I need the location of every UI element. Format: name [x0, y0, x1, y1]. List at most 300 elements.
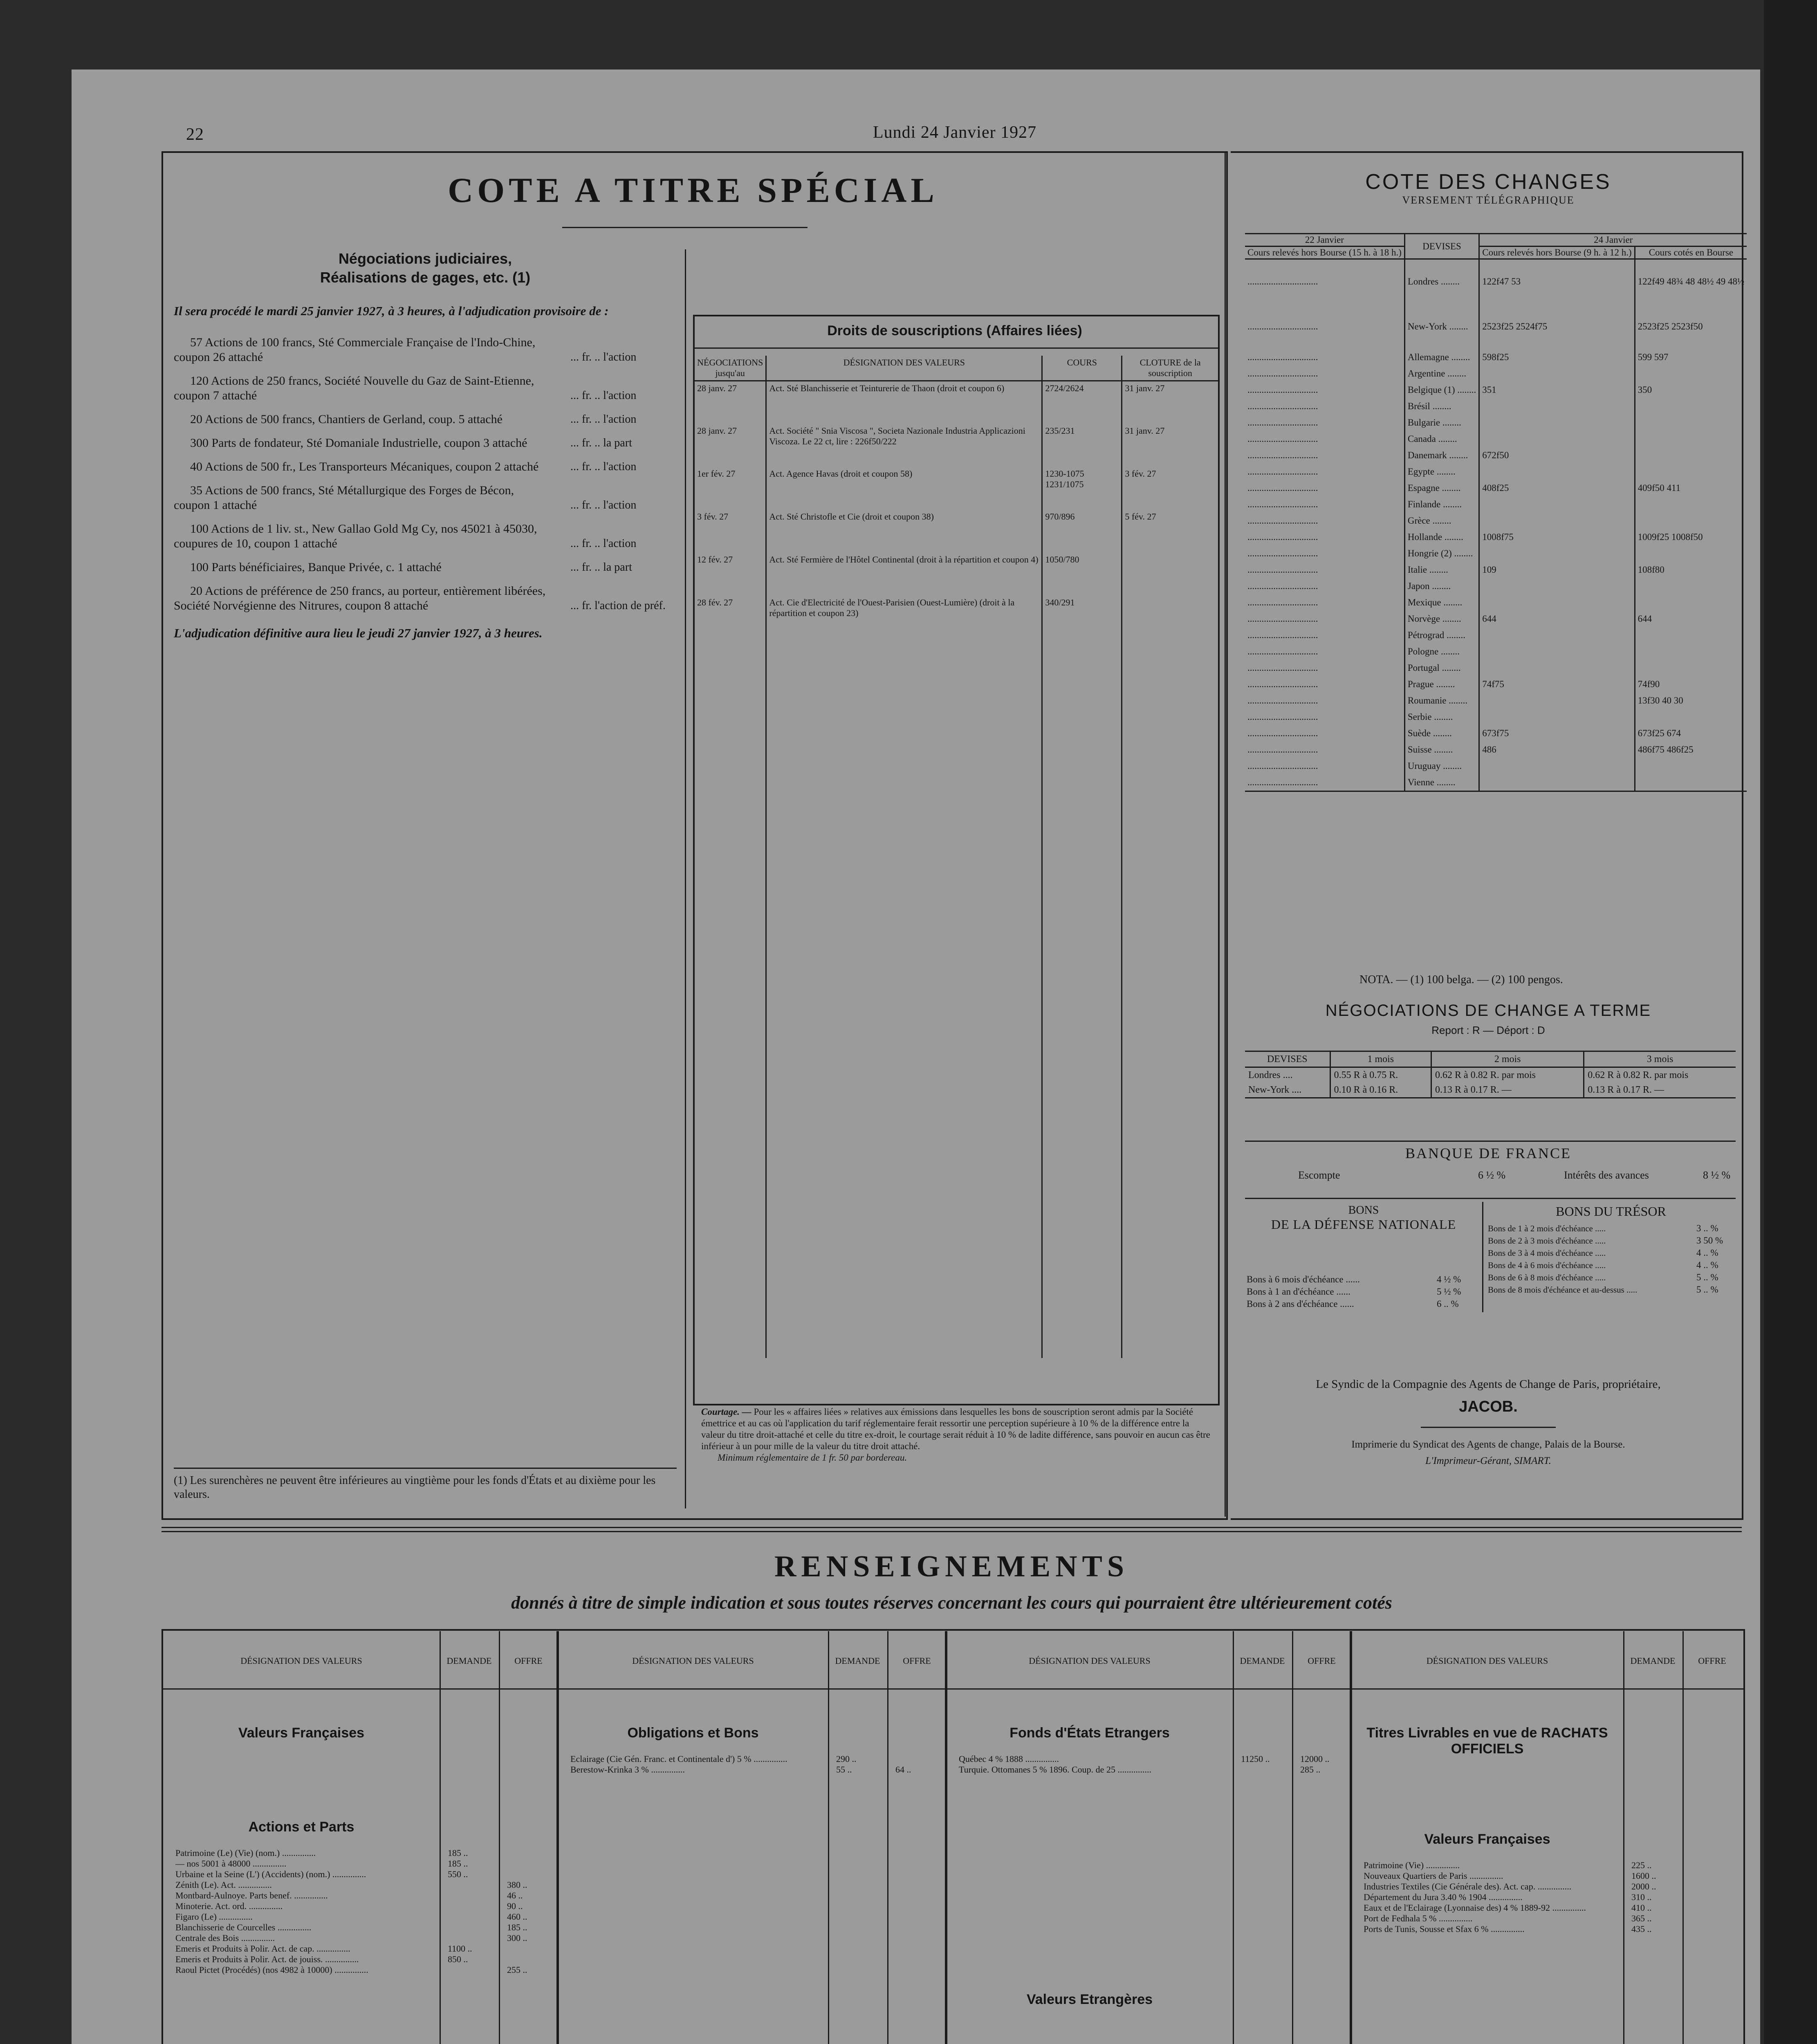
changes-devise: Allemagne ........	[1404, 349, 1479, 365]
bons-label: Bons à 6 mois d'échéance ......	[1247, 1274, 1360, 1284]
footnote-surencheres: (1) Les surenchères ne peuvent être inférieures au vingtième pour les fonds d'États et au dixième pour les valeurs.	[174, 1474, 656, 1501]
changes-devise: Japon ........	[1404, 578, 1479, 594]
droits-date: 28 janv. 27	[697, 425, 737, 436]
value-offre: 12000 ..	[1300, 1754, 1330, 1764]
changes-bourse-24	[1635, 709, 1747, 725]
bons-rate: 6 .. %	[1436, 1299, 1459, 1309]
bons-tresor-row	[1486, 1247, 1736, 1259]
value-demande: 850 ..	[448, 1954, 468, 1964]
changes-bourse-24: 673f25 674	[1635, 725, 1747, 742]
col-devises: DEVISES	[1404, 234, 1479, 259]
changes-row	[1245, 742, 1747, 758]
cote-changes-title: COTE DES CHANGES	[1365, 170, 1611, 194]
changes-hors-bourse-22: ..............................	[1247, 276, 1318, 287]
changes-hors-bourse-22: ..............................	[1247, 384, 1318, 395]
negociations-column	[174, 249, 677, 641]
changes-hors-bourse-22: ..............................	[1247, 777, 1318, 787]
changes-devise: Finlande ........	[1404, 496, 1479, 513]
imprimerie-line: Imprimerie du Syndicat des Agents de change, Palais de la Bourse.	[1351, 1439, 1625, 1450]
changes-row	[1245, 349, 1747, 365]
changes-bourse-24	[1635, 627, 1747, 643]
bons-tresor-row	[1486, 1271, 1736, 1284]
droits-cloture: 5 fév. 27	[1122, 510, 1218, 553]
lot-text: 20 Actions de 500 francs, Chantiers de Gerland, coup. 5 attaché	[190, 412, 502, 426]
lot-unit: ... fr. .. la part	[570, 561, 632, 574]
changes-row	[1245, 545, 1747, 562]
terme-header: DEVISES	[1245, 1051, 1330, 1067]
terme-1-mois: 0.55 R à 0.75 R.	[1330, 1067, 1431, 1083]
lot-item	[174, 560, 677, 575]
cote-changes-header	[1241, 170, 1736, 206]
lot-text: 20 Actions de préférence de 250 francs, au porteur, entièrement libérées, Société Norvégienne des Nitrures, coupon 8 attaché	[174, 584, 546, 612]
courtage-text: Pour les « affaires liées » relatives aux émissions dans lesquelles les bons de souscription seront admis par la Société émettrice et au cas où l'application du tarif réglementaire ferait ressortir une perception supérieure à 10 % de la différence entre la valeur du titre droit-attaché et celle du titre ex-droit, le courtage serait réduit à 10 % de ladite différence, sans pouvoir en aucun cas être inférieur à un pour mille de la valeur du titre droit attaché.	[701, 1407, 1210, 1451]
changes-bourse-24	[1635, 398, 1747, 415]
bons-rate: 4 .. %	[1696, 1260, 1718, 1270]
changes-hors-bourse-24: 74f75	[1479, 676, 1635, 693]
lots-list	[174, 335, 677, 613]
changes-devise: Uruguay ........	[1404, 758, 1479, 774]
value-name: Nouveaux Quartiers de Paris ...............	[1364, 1871, 1503, 1881]
droits-cloture: 31 janv. 27	[1122, 424, 1218, 467]
changes-bourse-24	[1635, 464, 1747, 480]
droits-designation: Act. Sté Fermière de l'Hôtel Continental (droit à la répartition et coupon 4)	[766, 553, 1042, 596]
col-header-offre: OFFRE	[903, 1656, 931, 1666]
changes-devise: New-York ........	[1404, 304, 1479, 349]
droits-empty-cell	[766, 639, 1042, 1358]
value-offre: 185 ..	[507, 1922, 527, 1932]
changes-devise: Portugal ........	[1404, 660, 1479, 676]
changes-hors-bourse-22: ..............................	[1247, 368, 1318, 379]
changes-bourse-24: 599 597	[1635, 349, 1747, 365]
changes-row	[1245, 643, 1747, 660]
changes-hors-bourse-24	[1479, 496, 1635, 513]
droits-cours: 340/291	[1042, 596, 1122, 639]
changes-hors-bourse-22: ..............................	[1247, 630, 1318, 640]
droits-filler	[695, 639, 1218, 1358]
bons-tresor-title: BONS DU TRÉSOR	[1556, 1204, 1666, 1219]
lot-text: 100 Parts bénéficiaires, Banque Privée, c. 1 attaché	[190, 560, 442, 574]
cote-titre-special-title: COTE A TITRE SPÉCIAL	[448, 170, 938, 210]
escompte-value: 6 ½ %	[1478, 1169, 1506, 1181]
changes-hors-bourse-22: ..............................	[1247, 499, 1318, 509]
droits-date: 28 fév. 27	[697, 597, 733, 607]
lot-item	[174, 483, 677, 513]
changes-bourse-24	[1635, 415, 1747, 431]
changes-hors-bourse-24: 109	[1479, 562, 1635, 578]
col-cours-hors-bourse-2: Cours relevés hors Bourse (9 h. à 12 h.)	[1479, 247, 1635, 259]
changes-devise: Espagne ........	[1404, 480, 1479, 496]
bons-label: Bons à 1 an d'échéance ......	[1247, 1286, 1350, 1297]
bons-label: Bons de 6 à 8 mois d'échéance .....	[1488, 1273, 1606, 1282]
changes-devise: Suisse ........	[1404, 742, 1479, 758]
changes-hors-bourse-22: ..............................	[1247, 548, 1318, 558]
changes-hors-bourse-22: ..............................	[1247, 466, 1318, 477]
changes-hors-bourse-22: ..............................	[1247, 744, 1318, 755]
value-name: Minoterie. Act. ord. ...............	[175, 1901, 283, 1911]
col-header-demande: DEMANDE	[1630, 1656, 1676, 1666]
changes-bourse-24: 122f49 48¾ 48 48½ 49 48½	[1635, 259, 1747, 304]
bons-defense-row	[1245, 1298, 1480, 1310]
changes-hors-bourse-22: ..............................	[1247, 417, 1318, 428]
interets-avances-value: 8 ½ %	[1703, 1169, 1731, 1181]
section-title: Actions et Parts	[248, 1819, 354, 1835]
droits-cours: 235/231	[1042, 424, 1122, 467]
rule	[1421, 1427, 1556, 1428]
bons-tresor-row	[1486, 1259, 1736, 1271]
changes-bourse-24	[1635, 594, 1747, 611]
changes-bourse-24	[1635, 578, 1747, 594]
changes-hors-bourse-24: 2523f25 2524f75	[1479, 304, 1635, 349]
droits-row	[695, 596, 1218, 639]
section-rule	[162, 1527, 1742, 1528]
changes-hors-bourse-24: 672f50	[1479, 447, 1635, 464]
terme-row	[1245, 1083, 1736, 1098]
changes-hors-bourse-24	[1479, 578, 1635, 594]
changes-devise: Pétrograd ........	[1404, 627, 1479, 643]
changes-row	[1245, 774, 1747, 791]
renseignements-subtitle: donnés à titre de simple indication et sous toutes réserves concernant les cours qui pourraient être ultérieurement cotés	[511, 1593, 1392, 1613]
renseignements-subcolumn-rule	[828, 1631, 829, 2044]
bons-defense-table	[1245, 1273, 1480, 1310]
value-offre: 255 ..	[507, 1965, 527, 1975]
changes-hors-bourse-24: 351	[1479, 382, 1635, 398]
terme-table	[1245, 1051, 1736, 1098]
terme-1-mois: 0.10 R à 0.16 R.	[1330, 1083, 1431, 1098]
renseignements-subcolumn-rule	[1623, 1631, 1624, 2044]
lot-unit: ... fr. .. l'action	[570, 413, 637, 426]
changes-row	[1245, 447, 1747, 464]
value-offre: 380 ..	[507, 1880, 527, 1890]
changes-row	[1245, 259, 1747, 304]
terme-3-mois: 0.62 R à 0.82 R. par mois	[1584, 1067, 1736, 1083]
changes-row	[1245, 304, 1747, 349]
changes-row	[1245, 365, 1747, 382]
terme-3-mois: 0.13 R à 0.17 R. —	[1584, 1083, 1736, 1098]
bons-tresor-row	[1486, 1284, 1736, 1296]
col-header-offre: OFFRE	[1308, 1656, 1336, 1666]
section-title: Fonds d'États Etrangers	[1009, 1725, 1170, 1741]
col-negociations: NÉGOCIATIONS jusqu'au	[695, 356, 766, 381]
page-number: 22	[186, 125, 204, 144]
terme-title: NÉGOCIATIONS DE CHANGE A TERME	[1325, 1002, 1651, 1020]
lot-text: 300 Parts de fondateur, Sté Domaniale Industrielle, coupon 3 attaché	[190, 436, 527, 450]
lot-item	[174, 412, 677, 427]
value-demande: 1100 ..	[448, 1943, 472, 1954]
droits-date: 12 fév. 27	[697, 554, 733, 565]
bons-rate: 5 .. %	[1696, 1284, 1718, 1295]
bons-label: Bons de 3 à 4 mois d'échéance .....	[1488, 1248, 1606, 1258]
changes-bourse-24: 644	[1635, 611, 1747, 627]
droits-cours: 2724/2624	[1042, 381, 1122, 424]
changes-hors-bourse-24	[1479, 464, 1635, 480]
changes-hors-bourse-22: ..............................	[1247, 401, 1318, 411]
value-offre: 64 ..	[895, 1764, 911, 1775]
value-name: Figaro (Le) ...............	[175, 1912, 253, 1922]
value-offre: 90 ..	[507, 1901, 523, 1911]
renseignements-column-rule	[945, 1631, 947, 2044]
changes-hors-bourse-24	[1479, 693, 1635, 709]
value-name: Patrimoine (Le) (Vie) (nom.) ...............	[175, 1848, 316, 1858]
lot-text: 35 Actions de 500 francs, Sté Métallurgique des Forges de Bécon, coupon 1 attaché	[174, 484, 514, 512]
terme-header: 2 mois	[1431, 1051, 1584, 1067]
lot-unit: ... fr. .. l'action	[570, 537, 637, 550]
value-demande: 11250 ..	[1241, 1754, 1270, 1764]
renseignements-subcolumn-rule	[887, 1631, 888, 2044]
col-designation: DÉSIGNATION DES VALEURS	[766, 356, 1042, 381]
changes-hors-bourse-22: ..............................	[1247, 662, 1318, 673]
changes-hors-bourse-22: ..............................	[1247, 646, 1318, 657]
changes-devise: Hollande ........	[1404, 529, 1479, 545]
section-title: Titres Livrables en vue de RACHATS OFFICIELS	[1366, 1725, 1608, 1757]
date-24-janvier: 24 Janvier	[1479, 234, 1747, 247]
value-name: Turquie. Ottomanes 5 % 1896. Coup. de 25 ...............	[959, 1764, 1151, 1775]
renseignements-subcolumn-rule	[1292, 1631, 1293, 2044]
value-name: Emeris et Produits à Polir. Act. de jouiss. ...............	[175, 1954, 359, 1964]
value-demande: 365 ..	[1631, 1913, 1652, 1923]
changes-hors-bourse-24	[1479, 365, 1635, 382]
changes-bourse-24	[1635, 545, 1747, 562]
renseignements-subcolumn-rule	[440, 1631, 441, 2044]
value-name: Montbard-Aulnoye. Parts benef. ...............	[175, 1890, 328, 1901]
changes-row	[1245, 594, 1747, 611]
date-22-janvier: 22 Janvier	[1245, 234, 1404, 247]
col-header-designation: DÉSIGNATION DES VALEURS	[1426, 1656, 1548, 1666]
lot-unit: ... fr. .. l'action	[570, 460, 637, 473]
changes-devise: Italie ........	[1404, 562, 1479, 578]
changes-table	[1245, 233, 1747, 792]
renseignements-title: RENSEIGNEMENTS	[774, 1550, 1129, 1583]
value-name: Industries Textiles (Cie Générale des). Act. cap. ...............	[1364, 1881, 1572, 1892]
changes-nota: NOTA. — (1) 100 belga. — (2) 100 pengos.	[1359, 973, 1563, 986]
page-date: Lundi 24 Janvier 1927	[873, 123, 1037, 142]
changes-hors-bourse-22: ..............................	[1247, 433, 1318, 444]
changes-row	[1245, 513, 1747, 529]
changes-hors-bourse-24: 486	[1479, 742, 1635, 758]
changes-row	[1245, 693, 1747, 709]
rule	[1245, 1198, 1736, 1199]
bons-label: Bons de 4 à 6 mois d'échéance .....	[1488, 1260, 1606, 1270]
terme-devise: New-York ....	[1248, 1085, 1302, 1095]
changes-devise: Roumanie ........	[1404, 693, 1479, 709]
col-cours: COURS	[1042, 356, 1122, 381]
changes-hors-bourse-24	[1479, 660, 1635, 676]
bons-tresor-table	[1486, 1222, 1736, 1296]
changes-hors-bourse-22: ..............................	[1247, 597, 1318, 607]
value-demande: 1600 ..	[1631, 1871, 1656, 1881]
bons-defense-title	[1245, 1204, 1482, 1232]
bons-defense-row	[1245, 1273, 1480, 1286]
bons-label: Bons à 2 ans d'échéance ......	[1247, 1299, 1354, 1309]
changes-row	[1245, 464, 1747, 480]
droits-cours: 970/896	[1042, 510, 1122, 553]
droits-row	[695, 553, 1218, 596]
changes-bourse-24: 13f30 40 30	[1635, 693, 1747, 709]
value-offre: 46 ..	[507, 1890, 523, 1901]
droits-empty-cell	[1122, 639, 1218, 1358]
col-header-designation: DÉSIGNATION DES VALEURS	[632, 1656, 754, 1666]
adjudication-definitive: L'adjudication définitive aura lieu le jeudi 27 janvier 1927, à 3 heures.	[174, 626, 543, 640]
droits-designation: Act. Cie d'Electricité de l'Ouest-Parisien (Ouest-Lumière) (droit à la répartition et coupon 23)	[766, 596, 1042, 639]
col-header-demande: DEMANDE	[835, 1656, 880, 1666]
courtage-label: Courtage. —	[701, 1407, 751, 1417]
renseignements-subcolumn-rule	[1233, 1631, 1234, 2044]
syndic-line: Le Syndic de la Compagnie des Agents de Change de Paris, propriétaire,	[1316, 1378, 1661, 1391]
versement-telegraphique: VERSEMENT TÉLÉGRAPHIQUE	[1402, 194, 1575, 206]
value-offre: 300 ..	[507, 1933, 527, 1943]
changes-row	[1245, 676, 1747, 693]
renseignements-column-rule	[556, 1631, 559, 2044]
changes-devise: Mexique ........	[1404, 594, 1479, 611]
droits-row	[695, 424, 1218, 467]
changes-devise: Pologne ........	[1404, 643, 1479, 660]
droits-cloture: 3 fév. 27	[1122, 467, 1218, 510]
changes-hors-bourse-24	[1479, 431, 1635, 447]
value-offre: 460 ..	[507, 1912, 527, 1922]
value-name: Port de Fedhala 5 % ...............	[1364, 1913, 1473, 1923]
changes-devise: Brésil ........	[1404, 398, 1479, 415]
changes-bourse-24	[1635, 431, 1747, 447]
value-demande: 225 ..	[1631, 1860, 1652, 1870]
value-name: Raoul Pictet (Procédés) (nos 4982 à 10000) ...............	[175, 1965, 368, 1975]
value-name: Blanchisserie de Courcelles ...............	[175, 1922, 312, 1932]
changes-row	[1245, 496, 1747, 513]
value-name: Ports de Tunis, Sousse et Sfax 6 % ...............	[1364, 1924, 1525, 1934]
changes-hors-bourse-22: ..............................	[1247, 728, 1318, 738]
changes-devise: Prague ........	[1404, 676, 1479, 693]
value-demande: 2000 ..	[1631, 1881, 1656, 1892]
bons-divider	[1482, 1202, 1483, 1312]
bons-tresor-row	[1486, 1235, 1736, 1247]
bons-rate: 4 ½ %	[1436, 1274, 1461, 1284]
value-demande: 550 ..	[448, 1869, 468, 1879]
col-header-designation: DÉSIGNATION DES VALEURS	[240, 1656, 362, 1666]
value-name: Centrale des Bois ...............	[175, 1933, 275, 1943]
renseignements-subcolumn-rule	[499, 1631, 500, 2044]
value-demande: 410 ..	[1631, 1903, 1652, 1913]
changes-bourse-24	[1635, 660, 1747, 676]
droits-date: 1er fév. 27	[697, 468, 736, 479]
changes-hors-bourse-24: 598f25	[1479, 349, 1635, 365]
changes-hors-bourse-22: ..............................	[1247, 695, 1318, 706]
value-demande: 290 ..	[836, 1754, 857, 1764]
changes-hors-bourse-22: ..............................	[1247, 711, 1318, 722]
value-name: Zénith (Le). Act. ...............	[175, 1880, 272, 1890]
rule	[1245, 1141, 1736, 1142]
bons-rate: 3 .. %	[1696, 1223, 1718, 1233]
adjudication-intro: Il sera procédé le mardi 25 janvier 1927, à 3 heures, à l'adjudication provisoire de :	[174, 304, 609, 318]
changes-bourse-24	[1635, 643, 1747, 660]
terme-row	[1245, 1067, 1736, 1083]
section-rule	[162, 1531, 1742, 1532]
negociations-subtitle: Réalisations de gages, etc. (1)	[320, 269, 531, 286]
changes-row	[1245, 431, 1747, 447]
changes-hors-bourse-22: ..............................	[1247, 531, 1318, 542]
droits-cours: 1050/780	[1042, 553, 1122, 596]
value-name: — nos 5001 à 48000 ...............	[175, 1858, 287, 1869]
changes-bourse-24: 350	[1635, 382, 1747, 398]
lot-unit: ... fr. .. la part	[570, 437, 632, 449]
value-name: Eclairage (Cie Gén. Franc. et Continentale d') 5 % ...............	[570, 1754, 787, 1764]
changes-hors-bourse-24	[1479, 398, 1635, 415]
changes-hors-bourse-24	[1479, 513, 1635, 529]
droits-cloture	[1122, 596, 1218, 639]
changes-hors-bourse-24: 408f25	[1479, 480, 1635, 496]
lot-item	[174, 584, 677, 613]
changes-row	[1245, 660, 1747, 676]
lot-item	[174, 335, 677, 365]
changes-bourse-24: 486f75 486f25	[1635, 742, 1747, 758]
droits-table	[695, 356, 1218, 1358]
value-name: Département du Jura 3.40 % 1904 ...............	[1364, 1892, 1523, 1902]
droits-empty-cell	[1042, 639, 1122, 1358]
changes-hors-bourse-22: ..............................	[1247, 321, 1318, 332]
changes-row	[1245, 611, 1747, 627]
changes-row	[1245, 627, 1747, 643]
banque-title: BANQUE DE FRANCE	[1405, 1145, 1571, 1161]
value-demande: 55 ..	[836, 1764, 852, 1775]
scan-edge	[1764, 0, 1817, 2044]
renseignements-subcolumn-rule	[1682, 1631, 1684, 2044]
droits-cours: 1230-1075 1231/1075	[1042, 467, 1122, 510]
col-header-demande: DEMANDE	[446, 1656, 492, 1666]
changes-row	[1245, 562, 1747, 578]
changes-devise: Danemark ........	[1404, 447, 1479, 464]
terme-report-deport: Report : R — Déport : D	[1431, 1024, 1545, 1036]
title-rule	[562, 227, 808, 228]
droits-designation: Act. Sté Blanchisserie et Teinturerie de Thaon (droit et coupon 6)	[766, 381, 1042, 424]
changes-hors-bourse-24: 644	[1479, 611, 1635, 627]
bons-label: Bons de 8 mois d'échéance et au-dessus .....	[1488, 1285, 1638, 1295]
changes-row	[1245, 725, 1747, 742]
changes-hors-bourse-22: ..............................	[1247, 515, 1318, 526]
section-title: Valeurs Françaises	[238, 1725, 365, 1741]
newspaper-page	[72, 69, 1760, 2044]
interets-avances-label: Intérêts des avances	[1564, 1169, 1649, 1181]
changes-hors-bourse-24	[1479, 709, 1635, 725]
lot-item	[174, 459, 677, 474]
value-demande: 185 ..	[448, 1858, 468, 1869]
value-offre: 285 ..	[1300, 1764, 1321, 1775]
lot-text: 40 Actions de 500 fr., Les Transporteurs Mécaniques, coupon 2 attaché	[190, 460, 539, 473]
bons-rate: 3 50 %	[1696, 1235, 1723, 1246]
changes-bourse-24	[1635, 496, 1747, 513]
changes-bourse-24	[1635, 774, 1747, 791]
col-header-offre: OFFRE	[1698, 1656, 1726, 1666]
changes-devise: Argentine ........	[1404, 365, 1479, 382]
terme-header: 3 mois	[1584, 1051, 1736, 1067]
changes-row	[1245, 709, 1747, 725]
value-name: Québec 4 % 1888 ...............	[959, 1754, 1059, 1764]
changes-row	[1245, 398, 1747, 415]
value-name: Eaux et de l'Eclairage (Lyonnaise des) 4 % 1889-92 ...............	[1364, 1903, 1586, 1913]
value-demande: 185 ..	[448, 1848, 468, 1858]
section-title: Valeurs Françaises	[1424, 1831, 1550, 1847]
droits-row	[695, 381, 1218, 424]
droits-row	[695, 467, 1218, 510]
section-title: Obligations et Bons	[627, 1725, 759, 1741]
changes-hors-bourse-22: ..............................	[1247, 482, 1318, 493]
changes-devise: Suède ........	[1404, 725, 1479, 742]
value-demande: 435 ..	[1631, 1924, 1652, 1934]
lot-item	[174, 374, 677, 403]
section-title: Valeurs Etrangères	[1026, 1992, 1153, 2007]
changes-bourse-24	[1635, 365, 1747, 382]
changes-hors-bourse-22: ..............................	[1247, 613, 1318, 624]
value-name: Emeris et Produits à Polir. Act. de cap. ...............	[175, 1943, 350, 1954]
changes-hors-bourse-24	[1479, 545, 1635, 562]
lot-item	[174, 522, 677, 551]
changes-hors-bourse-22: ..............................	[1247, 679, 1318, 689]
